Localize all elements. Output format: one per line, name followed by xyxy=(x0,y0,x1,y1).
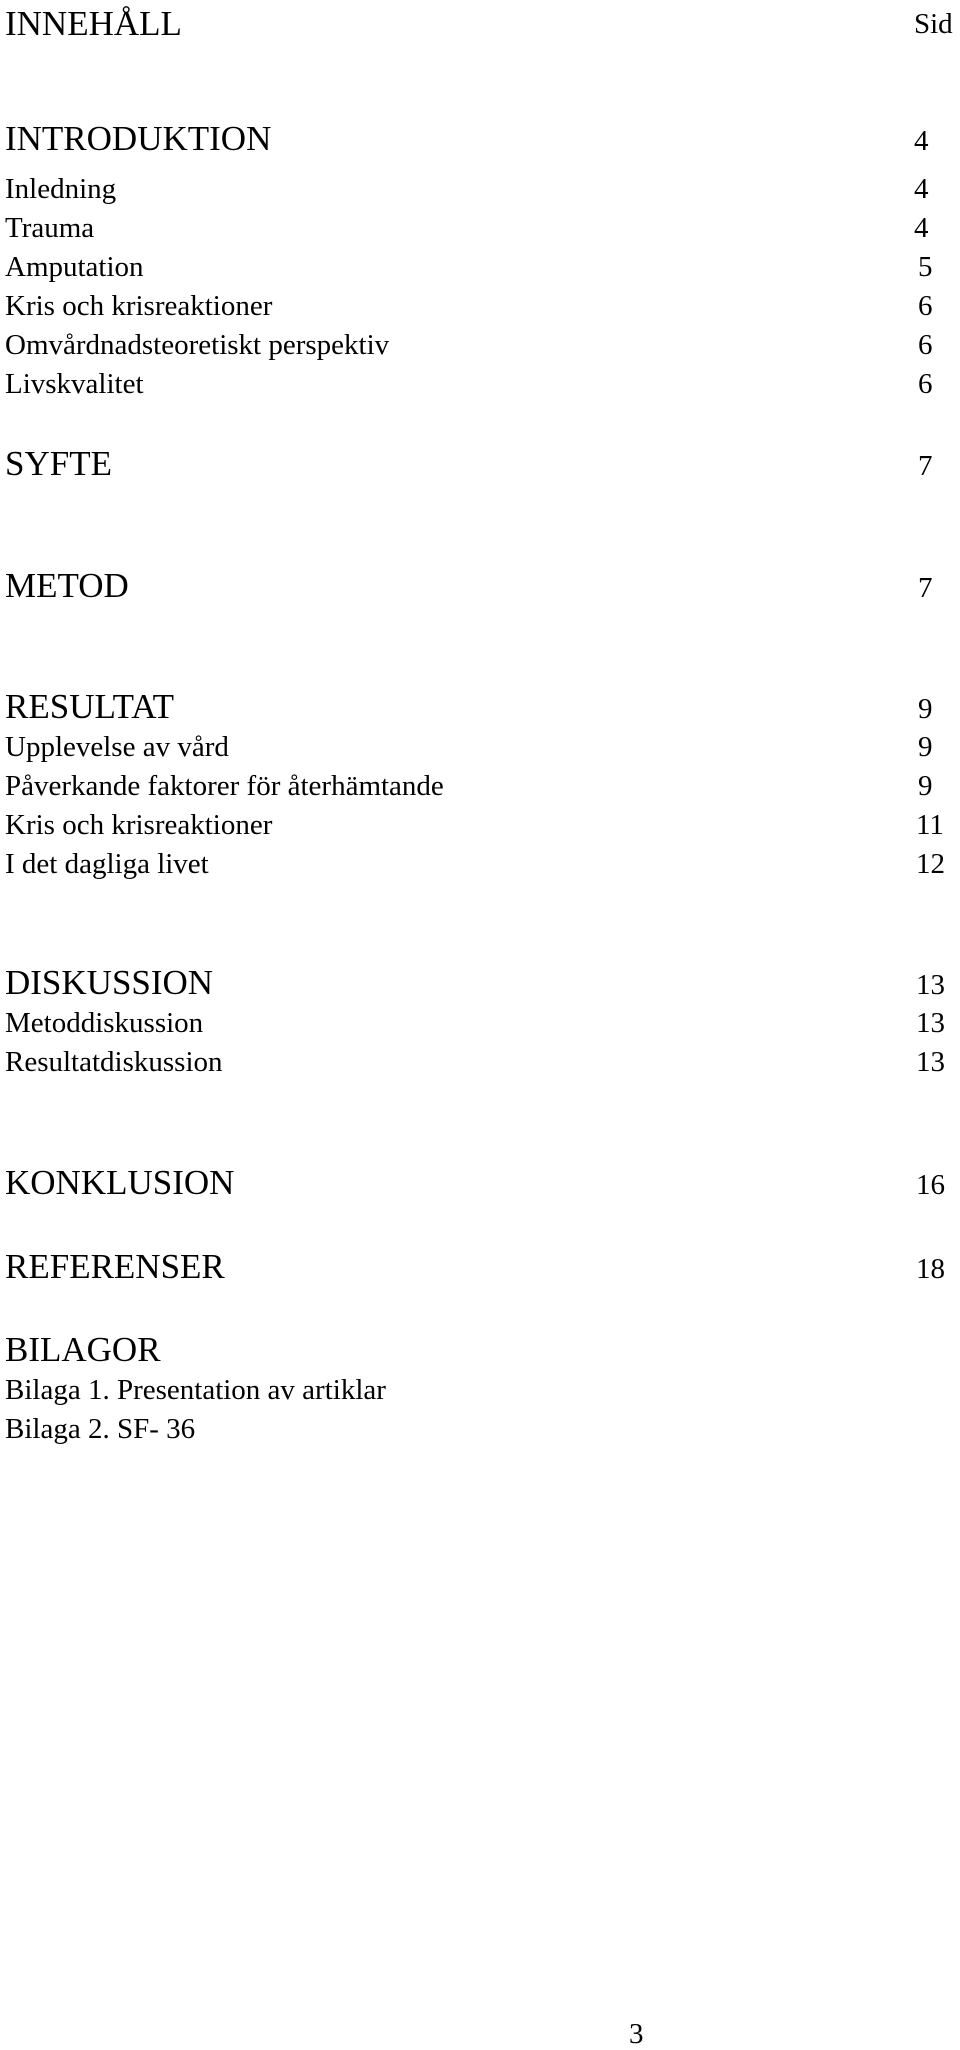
toc-entry-page: 4 xyxy=(914,173,929,205)
toc-entry-trauma: Trauma xyxy=(5,212,95,244)
toc-entry-page: 4 xyxy=(914,212,929,244)
toc-entry-livskvalitet: Livskvalitet xyxy=(5,368,144,400)
toc-entry-resultatdiskussion: Resultatdiskussion xyxy=(5,1046,223,1078)
toc-entry-metoddiskussion: Metoddiskussion xyxy=(5,1007,204,1039)
toc-entry-page: 9 xyxy=(918,731,933,763)
toc-entry-page: 6 xyxy=(918,329,933,361)
toc-entry-kris-och-krisreaktioner: Kris och krisreaktioner xyxy=(5,809,273,841)
toc-entry-bilaga-2: Bilaga 2. SF- 36 xyxy=(5,1413,196,1445)
toc-entry-page: 5 xyxy=(918,251,933,283)
toc-entry-page: 13 xyxy=(916,1046,945,1078)
toc-entry-amputation: Amputation xyxy=(5,251,144,283)
section-heading-syfte: SYFTE xyxy=(5,444,112,483)
section-heading-introduktion: INTRODUKTION xyxy=(5,119,272,158)
section-page-introduktion: 4 xyxy=(914,125,929,157)
page-column-label: Sid xyxy=(914,8,953,40)
section-page-syfte: 7 xyxy=(918,450,933,482)
section-page-referenser: 18 xyxy=(916,1253,945,1285)
toc-entry-omvardnadsteoretiskt-perspektiv: Omvårdnadsteoretiskt perspektiv xyxy=(5,329,390,361)
toc-entry-i-det-dagliga-livet: I det dagliga livet xyxy=(5,848,209,880)
section-page-resultat: 9 xyxy=(918,693,933,725)
section-heading-konklusion: KONKLUSION xyxy=(5,1163,235,1202)
section-heading-bilagor: BILAGOR xyxy=(5,1330,161,1369)
toc-entry-page: 13 xyxy=(916,1007,945,1039)
footer-page-number: 3 xyxy=(629,2018,644,2050)
section-page-metod: 7 xyxy=(918,572,933,604)
section-page-konklusion: 16 xyxy=(916,1169,945,1201)
toc-entry-inledning: Inledning xyxy=(5,173,117,205)
toc-entry-paverkande-faktorer: Påverkande faktorer för återhämtande xyxy=(5,770,444,802)
toc-entry-page: 6 xyxy=(918,290,933,322)
section-page-diskussion: 13 xyxy=(916,969,945,1001)
section-heading-diskussion: DISKUSSION xyxy=(5,963,214,1002)
toc-entry-page: 9 xyxy=(918,770,933,802)
toc-entry-page: 12 xyxy=(916,848,945,880)
section-heading-metod: METOD xyxy=(5,566,129,605)
toc-entry-upplevelse-av-vard: Upplevelse av vård xyxy=(5,731,229,763)
toc-entry-kris-och-krisreaktioner: Kris och krisreaktioner xyxy=(5,290,273,322)
toc-entry-page: 11 xyxy=(916,809,944,841)
toc-entry-page: 6 xyxy=(918,368,933,400)
toc-entry-bilaga-1: Bilaga 1. Presentation av artiklar xyxy=(5,1374,386,1406)
section-heading-referenser: REFERENSER xyxy=(5,1247,225,1286)
toc-title: INNEHÅLL xyxy=(5,4,182,43)
section-heading-resultat: RESULTAT xyxy=(5,687,174,726)
